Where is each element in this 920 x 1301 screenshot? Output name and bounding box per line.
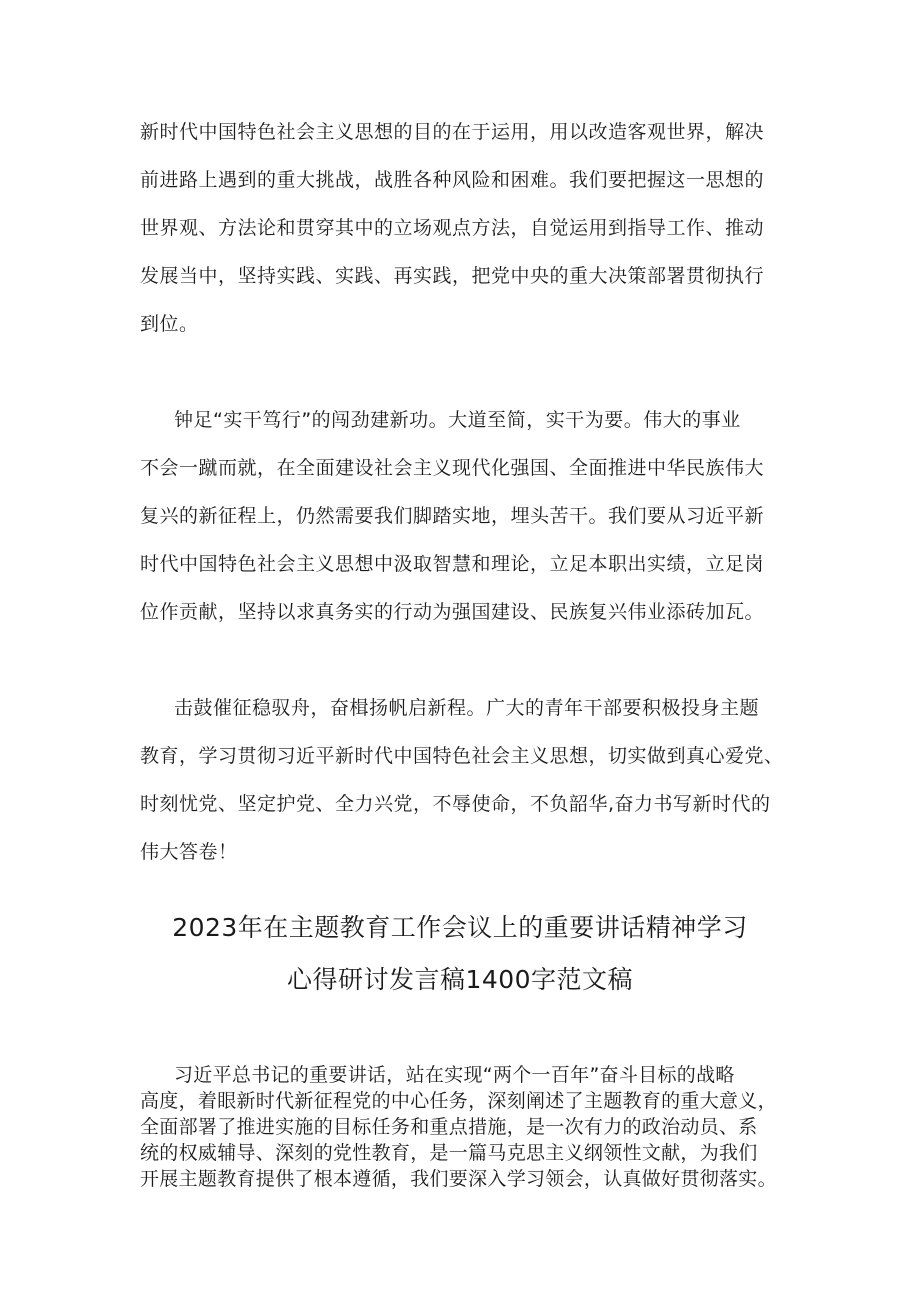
body-paragraph-3 xyxy=(140,684,800,876)
text-line: 高度，着眼新时代新征程党的中心任务，深刻阐述了主题教育的重大意义， xyxy=(140,1090,777,1112)
text-line: 钟足“实干笃行”的闯劲建新功。大道至简，实干为要。伟大的事业 xyxy=(174,409,741,431)
text-line: 习近平总书记的重要讲话，站在实现“两个一百年”奋斗目标的战略 xyxy=(174,1064,735,1086)
text-line: 复兴的新征程上，仍然需要我们脚踏实地，埋头苦干。我们要从习近平新 xyxy=(140,505,765,527)
text-line: 位作贡献，坚持以求真务实的行动为强国建设、民族复兴伟业添砖加瓦。 xyxy=(140,601,765,623)
text-line: 全面部署了推进实施的目标任务和重点措施，是一次有力的政治动员、系 xyxy=(140,1116,758,1138)
text-line: 发展当中，坚持实践、实践、再实践，把党中央的重大决策部署贯彻执行 xyxy=(140,265,765,287)
text-line: 统的权威辅导、深刻的党性教育，是一篇马克思主义纲领性文献，为我们 xyxy=(140,1142,758,1164)
text-line: 教育，学习贯彻习近平新时代中国特色社会主义思想，切实做到真心爱党、 xyxy=(140,745,784,767)
text-line: 到位。 xyxy=(140,313,199,335)
text-line: 前进路上遇到的重大挑战，战胜各种风险和困难。我们要把握这一思想的 xyxy=(140,169,765,191)
text-line: 时代中国特色社会主义思想中汲取智慧和理论，立足本职出实绩，立足岗 xyxy=(140,553,765,575)
document-title xyxy=(100,902,820,1006)
text-line: 不会一蹴而就，在全面建设社会主义现代化强国、全面推进中华民族伟大 xyxy=(140,457,765,479)
text-line: 新时代中国特色社会主义思想的目的在于运用，用以改造客观世界，解决 xyxy=(140,121,765,143)
text-line: 击鼓催征稳驭舟，奋楫扬帆启新程。广大的青年干部要积极投身主题 xyxy=(174,697,760,719)
body-paragraph-1 xyxy=(140,108,800,348)
text-line: 世界观、方法论和贯穿其中的立场观点方法，自觉运用到指导工作、推动 xyxy=(140,217,765,239)
text-line: 开展主题教育提供了根本遵循，我们要深入学习领会，认真做好贯彻落实。 xyxy=(140,1168,777,1190)
title-line: 2023年在主题教育工作会议上的重要讲话精神学习 xyxy=(172,913,748,942)
body-paragraph-2 xyxy=(140,396,800,636)
title-line: 心得研讨发言稿1400字范文稿 xyxy=(286,965,634,994)
body-paragraph-4 xyxy=(140,1062,800,1192)
text-line: 伟大答卷！ xyxy=(140,841,238,863)
text-line: 时刻忧党、坚定护党、全力兴党，不辱使命，不负韶华,奋力书写新时代的 xyxy=(140,793,771,815)
